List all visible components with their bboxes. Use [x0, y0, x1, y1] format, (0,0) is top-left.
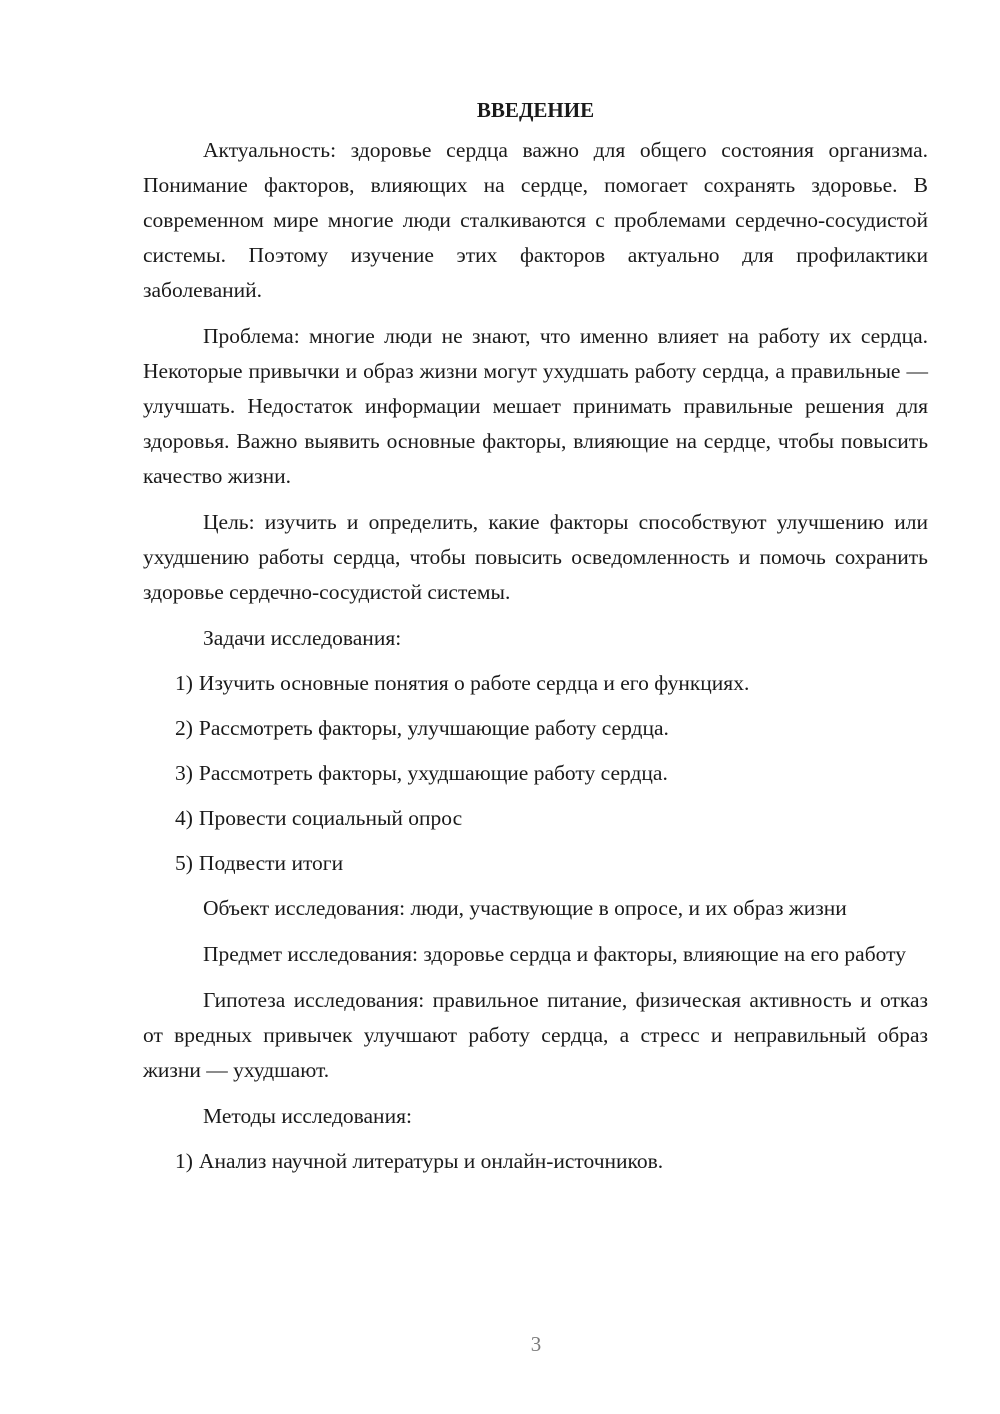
object-paragraph: Объект исследования: люди, участвующие в опросе, и их образ жизни	[203, 896, 847, 920]
document-page	[143, 92, 928, 1189]
list-item-number: 1)	[175, 1149, 193, 1173]
relevance-paragraph: Актуальность: здоровье сердца важно для общего состояния организма. Понимание факторов, влияющих на сердце, помогает сохранять здоровье. В современном мире многие люди сталкиваются с проблемами сердечно-сосудистой системы. Поэтому изучение этих факторов актуально для профилактики заболеваний.	[143, 138, 928, 302]
tasks-heading: Задачи исследования:	[203, 626, 402, 650]
list-item	[143, 801, 928, 836]
list-item	[143, 711, 928, 746]
methods-heading: Методы исследования:	[203, 1104, 412, 1128]
problem-paragraph: Проблема: многие люди не знают, что именно влияет на работу их сердца. Некоторые привычки и образ жизни могут ухудшать работу сердца, а правильные — улучшать. Недостаток информации мешает принимать правильные решения для здоровья. Важно выявить основные факторы, влияющие на сердце, чтобы повысить качество жизни.	[143, 324, 928, 488]
hypothesis-paragraph: Гипотеза исследования: правильное питание, физическая активность и отказ от вредных привычек улучшают работу сердца, а стресс и неправильный образ жизни — ухудшают.	[143, 988, 928, 1082]
goal-paragraph: Цель: изучить и определить, какие факторы способствуют улучшению или ухудшению работы сердца, чтобы повысить осведомленность и помочь сохранить здоровье сердечно-сосудистой системы.	[143, 510, 928, 604]
list-item	[143, 846, 928, 881]
list-item-number: 5)	[175, 851, 193, 875]
list-item-number: 1)	[175, 671, 193, 695]
list-item-text: Провести социальный опрос	[198, 806, 463, 830]
list-item	[143, 1144, 928, 1179]
subject-paragraph: Предмет исследования: здоровье сердца и факторы, влияющие на его работу	[203, 942, 906, 966]
methods-list	[143, 1144, 928, 1179]
list-item-number: 4)	[175, 806, 193, 830]
page-number: 3	[530, 1332, 542, 1356]
list-item-text: Рассмотреть факторы, ухудшающие работу сердца.	[198, 761, 668, 785]
list-item-text: Подвести итоги	[198, 851, 344, 875]
tasks-list	[143, 666, 928, 881]
list-item-text: Изучить основные понятия о работе сердца и его функциях.	[198, 671, 750, 695]
section-title: ВВЕДЕНИЕ	[476, 98, 595, 122]
list-item	[143, 666, 928, 701]
list-item-text: Рассмотреть факторы, улучшающие работу сердца.	[198, 716, 669, 740]
list-item-number: 2)	[175, 716, 193, 740]
list-item-number: 3)	[175, 761, 193, 785]
list-item	[143, 756, 928, 791]
list-item-text: Анализ научной литературы и онлайн-источников.	[198, 1149, 664, 1173]
